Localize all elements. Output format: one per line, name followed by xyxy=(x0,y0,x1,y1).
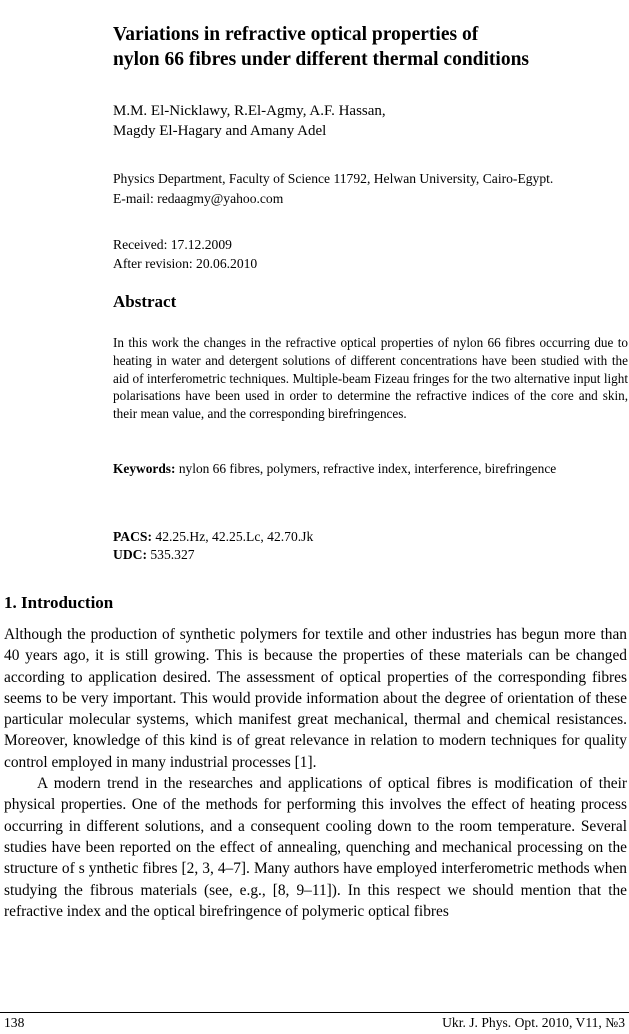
paper-title xyxy=(113,22,613,72)
udc-line xyxy=(113,546,313,564)
affiliation xyxy=(113,169,629,209)
title-line-1: Variations in refractive optical properties of xyxy=(113,24,479,45)
affiliation-line: Physics Department, Faculty of Science 11792, Helwan University, Cairo-Egypt. xyxy=(113,171,554,186)
title-line-2: nylon 66 fibres under different thermal conditions xyxy=(113,49,530,70)
email-line: E-mail: redaagmy@yahoo.com xyxy=(113,191,284,206)
intro-paragraph-1: Although the production of synthetic polymers for textile and other industries has begun more than 40 years ago, it is still growing. This is because the properties of these materials can be changed according to application desired. The assessment of optical properties of the corresponding fibres seems to be very important. This would provide information about the degree of orientation of these particular molecular systems, which manifest great mechanical, thermal and chemical resistances. Moreover, knowledge of this kind is of great relevance in relation to modern techniques for quality control employed in many industrial processes [1]. xyxy=(4,626,627,771)
udc-label: UDC: xyxy=(113,547,147,562)
author-list xyxy=(113,101,386,141)
pacs-value: 42.25.Hz, 42.25.Lc, 42.70.Jk xyxy=(152,529,314,544)
section-heading-introduction: 1. Introduction xyxy=(4,593,114,612)
keywords-text: nylon 66 fibres, polymers, refractive index, interference, birefringence xyxy=(175,461,557,476)
classification-codes xyxy=(113,528,313,564)
revision-date: After revision: 20.06.2010 xyxy=(113,256,258,271)
pacs-label: PACS: xyxy=(113,529,153,544)
pacs-line xyxy=(113,528,313,546)
journal-citation: Ukr. J. Phys. Opt. 2010, V11, №3 xyxy=(442,1015,625,1030)
introduction-body xyxy=(4,624,627,922)
authors-line-2: Magdy El-Hagary and Amany Adel xyxy=(113,123,327,139)
udc-value: 535.327 xyxy=(146,547,195,562)
keywords-label: Keywords: xyxy=(113,461,176,476)
footer-divider xyxy=(0,1012,629,1013)
page-number: 138 xyxy=(4,1015,25,1030)
received-date: Received: 17.12.2009 xyxy=(113,237,232,252)
abstract-text: In this work the changes in the refractive optical properties of nylon 66 fibres occurring due to heating in water and detergent solutions of different concentrations have been studied with the aid of interferometric techniques. Multiple-beam Fizeau fringes for the two alternative input light polarisations have been used in order to determine the refractive indices of the core and skin, their mean value, and the corresponding birefringences. xyxy=(113,335,628,422)
keywords xyxy=(113,460,628,478)
intro-paragraph-2: A modern trend in the researches and applications of optical fibres is modification of their physical properties. One of the methods for performing this involves the effect of heating process occurring in different solutions, and a consequent cooling down to the room temperature. Several studies have been reported on the effect of annealing, quenching and mechanical processing on the structure of s ynthetic fibres [2, 3, 4–7]. Many authors have employed interferometric methods when studying the fibrous materials (see, e.g., [8, 9–11]). In this respect we should mention that the refractive index and the optical birefringence of polymeric optical fibres xyxy=(4,775,627,920)
authors-line-1: M.M. El-Nicklawy, R.El-Agmy, A.F. Hassan, xyxy=(113,103,386,119)
abstract-heading: Abstract xyxy=(113,292,177,311)
submission-dates xyxy=(113,235,257,273)
